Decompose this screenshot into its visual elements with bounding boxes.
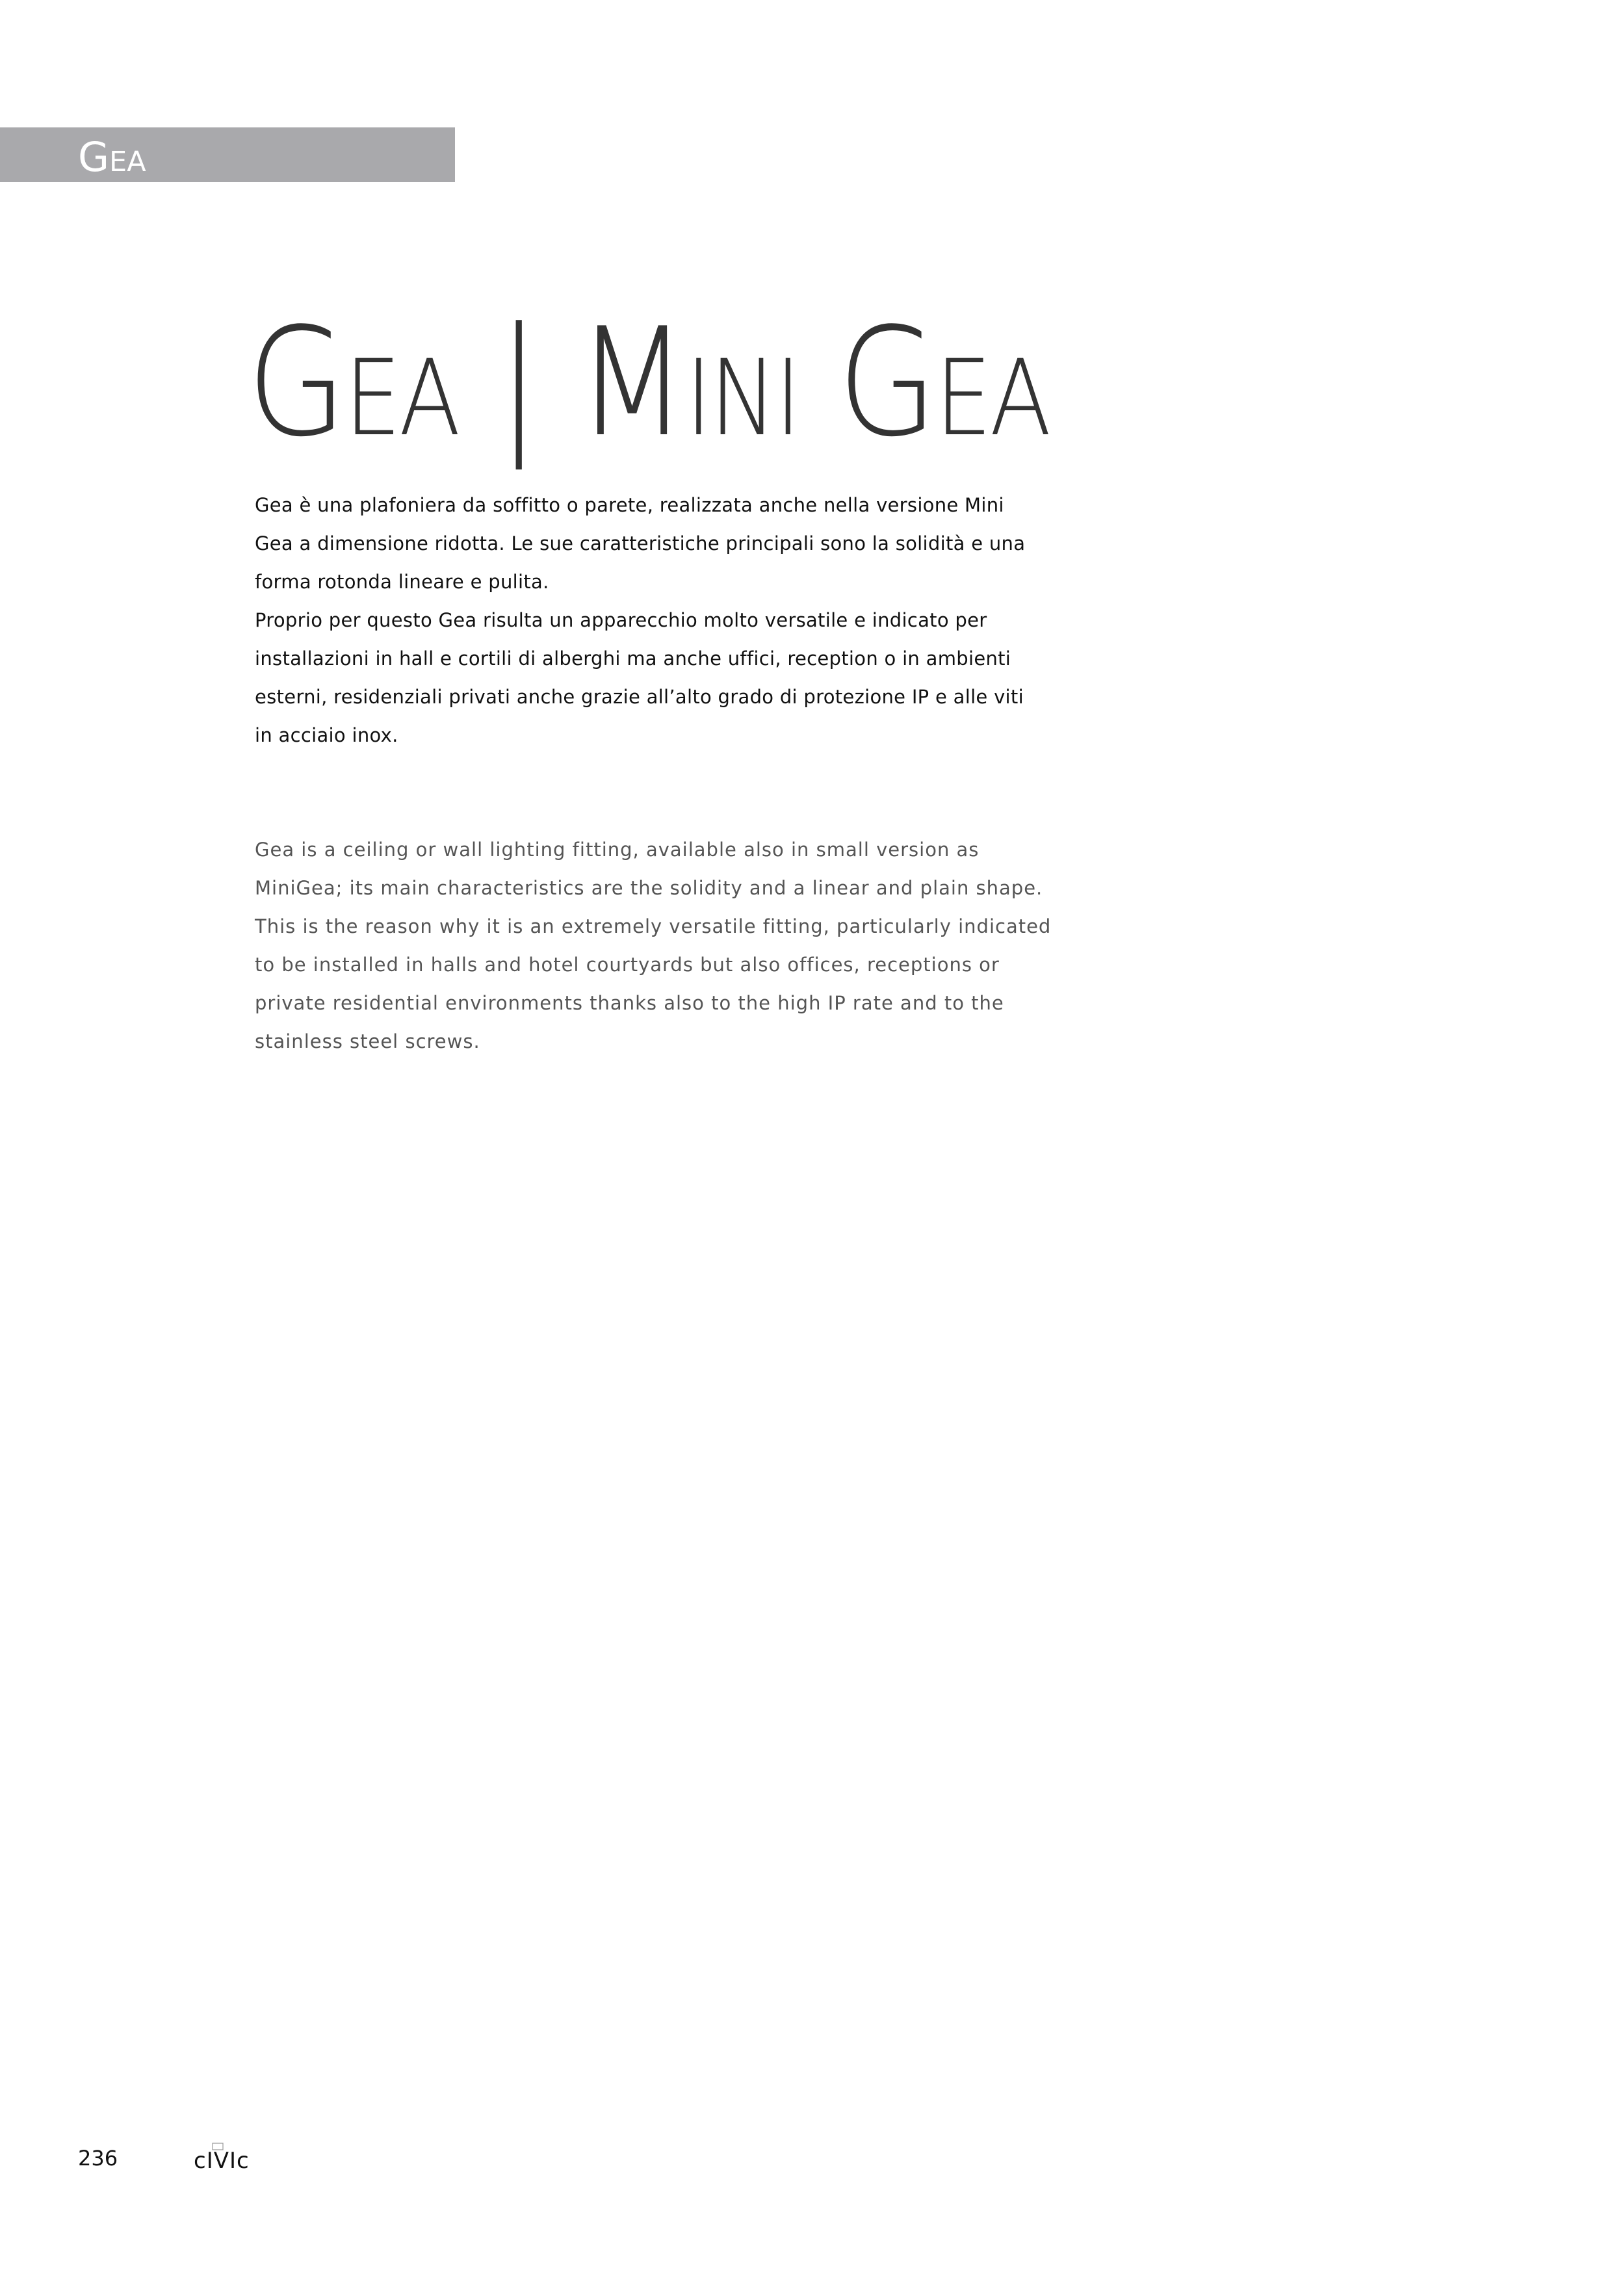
italian-line: Gea a dimensione ridotta. Le sue caratteristiche principali sono la solidità e una [255,532,1026,554]
page-number: 236 [78,2146,118,2171]
english-description [255,831,1052,1061]
section-tab [0,127,455,182]
italian-line: installazioni in hall e cortili di alberghi ma anche uffici, reception o in ambienti [255,647,1011,670]
italian-line: Gea è una plafoniera da soffitto o parete, realizzata anche nella versione Mini [255,494,1004,516]
section-tab-label: Gea [78,133,146,181]
italian-line: Proprio per questo Gea risulta un apparecchio molto versatile e indicato per [255,609,987,631]
civic-logo [194,2143,248,2174]
english-line: stainless steel screws. [255,1030,480,1052]
brand-name: cIVIc [194,2148,250,2174]
italian-line: forma rotonda lineare e pulita. [255,571,549,593]
page-title: Gea | Mini Gea [247,296,1049,470]
italian-line: in acciaio inox. [255,724,398,746]
english-line: This is the reason why it is an extremely versatile fitting, particularly indicated [255,915,1052,937]
italian-line: esterni, residenziali privati anche grazie all’alto grado di protezione IP e alle viti [255,686,1024,708]
english-line: Gea is a ceiling or wall lighting fitting, available also in small version as [255,839,980,861]
italian-description [255,486,1035,755]
english-line: to be installed in halls and hotel courtyards but also offices, receptions or [255,954,1000,976]
english-line: MiniGea; its main characteristics are the solidity and a linear and plain shape. [255,877,1043,899]
english-line: private residential environments thanks also to the high IP rate and to the [255,992,1004,1014]
